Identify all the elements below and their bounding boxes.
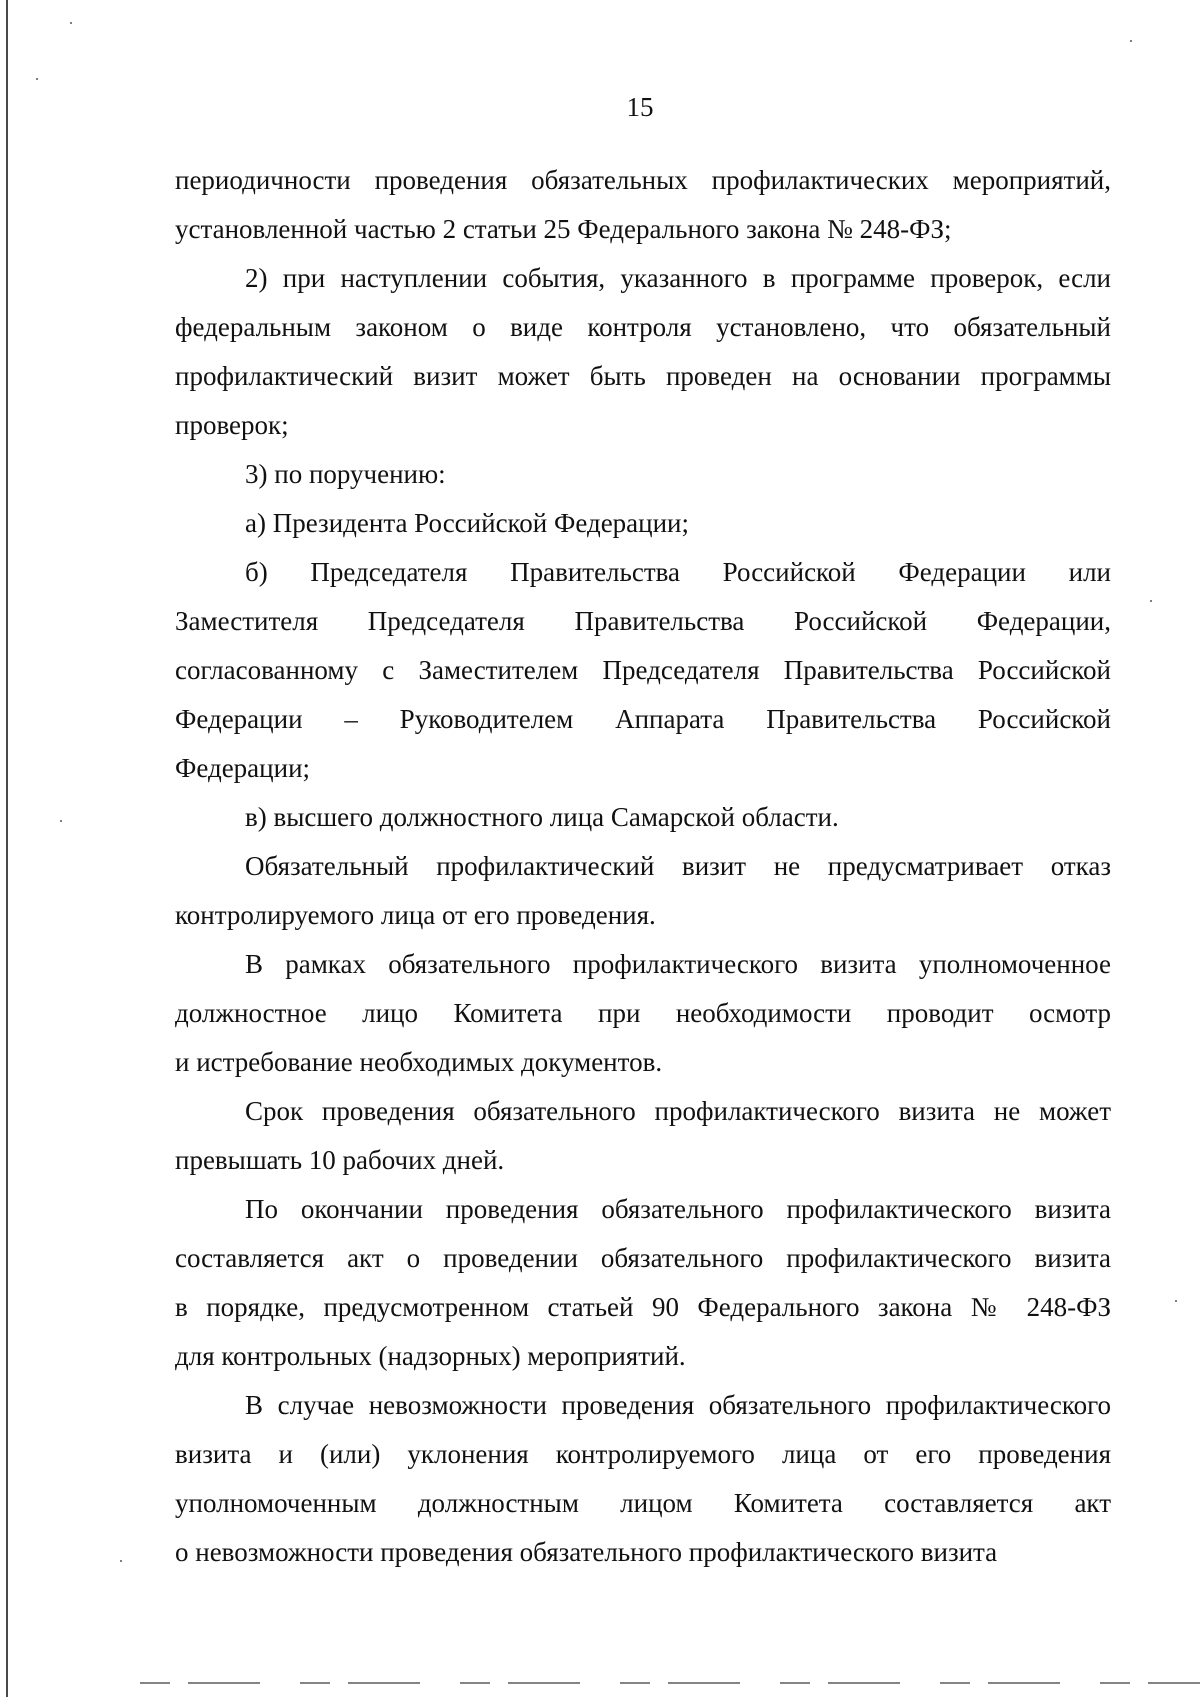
text-line: установленной частью 2 статьи 25 Федерального закона № 248-ФЗ; [175,214,952,244]
paragraph [175,156,1111,254]
paragraph [175,1185,1111,1381]
text-line: в порядке, предусмотренном статьей 90 Федерального закона № 248-ФЗ [175,1292,1111,1322]
paragraph [175,1087,1111,1185]
paragraph [175,499,1111,548]
paragraph [175,842,1111,940]
text-line: Федерации; [175,753,311,783]
text-line: В случае невозможности проведения обязательного профилактического [245,1390,1111,1420]
scan-speck [1175,1300,1177,1302]
text-line: 2) при наступлении события, указанного в программе проверок, если [245,263,1111,293]
paragraph [175,1381,1111,1577]
text-line: Срок проведения обязательного профилактического визита не может [245,1096,1111,1126]
scan-speck [1130,40,1132,42]
text-line: Заместителя Председателя Правительства Российской Федерации, [175,606,1111,636]
text-line: а) Президента Российской Федерации; [245,508,690,538]
scan-speck [60,820,62,822]
scan-speck [120,1560,122,1562]
text-line: проверок; [175,410,289,440]
text-line: 3) по поручению: [245,459,446,489]
paragraph [175,254,1111,450]
text-line: согласованному с Заместителем Председателя Правительства Российской [175,655,1111,685]
text-line: для контрольных (надзорных) мероприятий. [175,1341,686,1371]
scan-speck [1150,600,1152,602]
text-line: По окончании проведения обязательного профилактического визита [245,1194,1111,1224]
scan-speck [70,22,72,24]
document-body [175,156,1111,1577]
text-line: федеральным законом о виде контроля установлено, что обязательный [175,312,1111,342]
page-edge-shadow [6,0,8,1697]
text-line: уполномоченным должностным лицом Комитета составляется акт [175,1488,1111,1518]
text-line: в) высшего должностного лица Самарской области. [245,802,839,832]
text-line: и истребование необходимых документов. [175,1047,663,1077]
text-line: Обязательный профилактический визит не предусматривает отказ [245,851,1111,881]
scan-speck [36,78,38,80]
paragraph [175,548,1111,793]
paragraph [175,793,1111,842]
text-line: о невозможности проведения обязательного профилактического визита [175,1537,998,1567]
page-number: 15 [626,92,654,122]
scan-bottom-artifact [140,1682,1200,1684]
text-line: контролируемого лица от его проведения. [175,900,656,930]
text-line: профилактический визит может быть проведен на основании программы [175,361,1111,391]
paragraph [175,940,1111,1087]
text-line: визита и (или) уклонения контролируемого лица от его проведения [175,1439,1111,1469]
text-line: В рамках обязательного профилактического визита уполномоченное [245,949,1111,979]
text-line: превышать 10 рабочих дней. [175,1145,505,1175]
text-line: должностное лицо Комитета при необходимости проводит осмотр [175,998,1111,1028]
text-line: составляется акт о проведении обязательного профилактического визита [175,1243,1111,1273]
text-line: периодичности проведения обязательных профилактических мероприятий, [175,165,1111,195]
text-line: б) Председателя Правительства Российской Федерации или [245,557,1111,587]
text-line: Федерации – Руководителем Аппарата Правительства Российской [175,704,1111,734]
paragraph [175,450,1111,499]
